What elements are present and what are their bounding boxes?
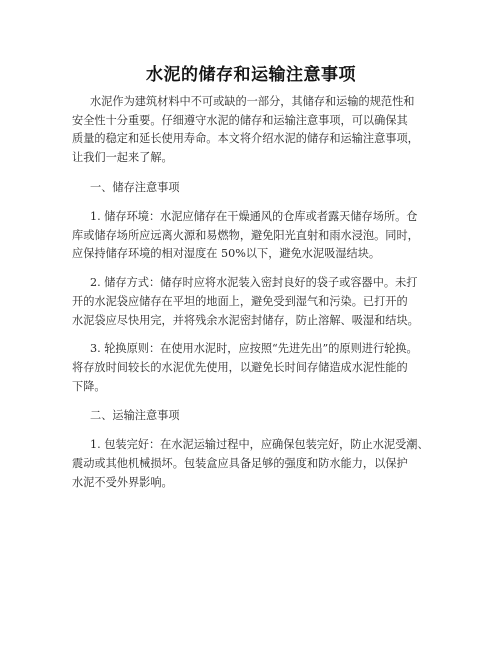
- storage-item2-line-1: 2. 储存方式：储存时应将水泥装入密封良好的袋子或容器中。未打: [90, 276, 418, 289]
- storage-item3-line-1: 3. 轮换原则：在使用水泥时，应按照“先进先出”的原则进行轮换。: [90, 342, 418, 355]
- section-heading-transport: 二、运输注意事项: [90, 409, 180, 422]
- storage-item1-line-2: 库或储存场所应远离火源和易燃物，避免阳光直射和雨水浸泡。同时，: [72, 229, 419, 242]
- intro-line-2: 安全性十分重要。仔细遵守水泥的储存和运输注意事项，可以确保其: [72, 114, 408, 127]
- section-heading-storage: 一、储存注意事项: [90, 181, 180, 194]
- transport-item1-line-3: 水泥不受外界影响。: [72, 476, 173, 489]
- storage-item1-line-3: 应保持储存环境的相对湿度在 50%以下，避免水泥吸湿结块。: [72, 247, 381, 260]
- storage-item2-line-2: 开的水泥袋应储存在平坦的地面上，避免受到湿气和污染。已打开的: [72, 295, 408, 308]
- document-title: 水泥的储存和运输注意事项: [146, 65, 356, 85]
- intro-line-3: 质量的稳定和延长使用寿命。本文将介绍水泥的储存和运输注意事项，: [72, 132, 419, 145]
- storage-item3-line-2: 将存放时间较长的水泥优先使用，以避免长时间存储造成水泥性能的: [72, 361, 408, 374]
- storage-item2-line-3: 水泥袋应尽快用完，并将残余水泥密封储存，防止溶解、吸湿和结块。: [72, 314, 419, 327]
- transport-item1-line-2: 震动或其他机械损坏。包装盒应具备足够的强度和防水能力，以保护: [72, 457, 408, 470]
- transport-item1-line-1: 1. 包装完好：在水泥运输过程中，应确保包装完好，防止水泥受潮、: [90, 438, 429, 451]
- storage-item3-line-3: 下降。: [72, 380, 106, 393]
- intro-line-1: 水泥作为建筑材料中不可或缺的一部分，其储存和运输的规范性和: [90, 95, 415, 108]
- storage-item1-line-1: 1. 储存环境：水泥应储存在干燥通风的仓库或者露天储存场所。仓: [90, 210, 418, 223]
- intro-line-4: 让我们一起来了解。: [72, 151, 173, 164]
